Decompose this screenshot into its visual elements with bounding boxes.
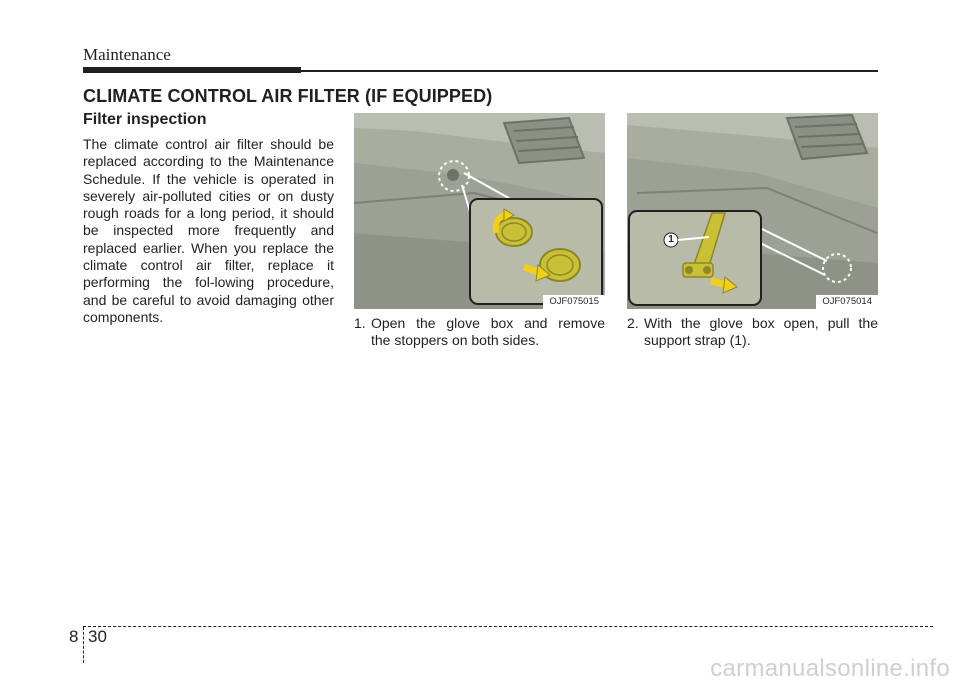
- step-text: Open the glove box and remove: [371, 315, 605, 331]
- step-number: 1.: [354, 315, 366, 331]
- step-1-line1: [354, 315, 605, 332]
- sub-heading: Filter inspection: [83, 111, 207, 128]
- section-heading: CLIMATE CONTROL AIR FILTER (IF EQUIPPED): [83, 86, 493, 106]
- watermark: carmanualsonline.info: [710, 655, 950, 682]
- footer-divider: [83, 627, 84, 663]
- step-2-line2: support strap (1).: [644, 332, 751, 348]
- step-2-caption: [627, 315, 878, 349]
- figure-support-strap: [627, 113, 878, 309]
- body-paragraph: The climate control air filter should be replaced according to the Maintenance Schedule. If the vehicle is operated in severely air-polluted cities or on dusty rough roads for a long period, it should be inspected more frequently and replaced earlier. When you replace the climate control air filter, replace it performing the fol-lowing procedure, and be careful to avoid damaging other components.: [83, 136, 334, 325]
- strap-callout-label: 1: [668, 234, 674, 245]
- page-number: 30: [88, 627, 107, 646]
- header-rule-thin: [301, 70, 878, 72]
- step-2-line1: [627, 315, 878, 332]
- chapter-number: 8: [69, 627, 79, 646]
- step-1-line2: the stoppers on both sides.: [371, 332, 540, 348]
- footer-rule: [83, 626, 933, 627]
- figure-code: OJF075015: [543, 295, 605, 309]
- step-text: With the glove box open, pull the: [644, 315, 878, 331]
- figure-glove-box-stoppers: [354, 113, 605, 309]
- support-strap-illustration: [627, 113, 878, 309]
- header-section-title: Maintenance: [83, 45, 171, 64]
- header-rule-thick: [83, 67, 301, 73]
- step-1-caption: [354, 315, 605, 349]
- step-number: 2.: [627, 315, 639, 331]
- glove-box-stoppers-illustration: [354, 113, 605, 309]
- figure-code: OJF075014: [816, 295, 878, 309]
